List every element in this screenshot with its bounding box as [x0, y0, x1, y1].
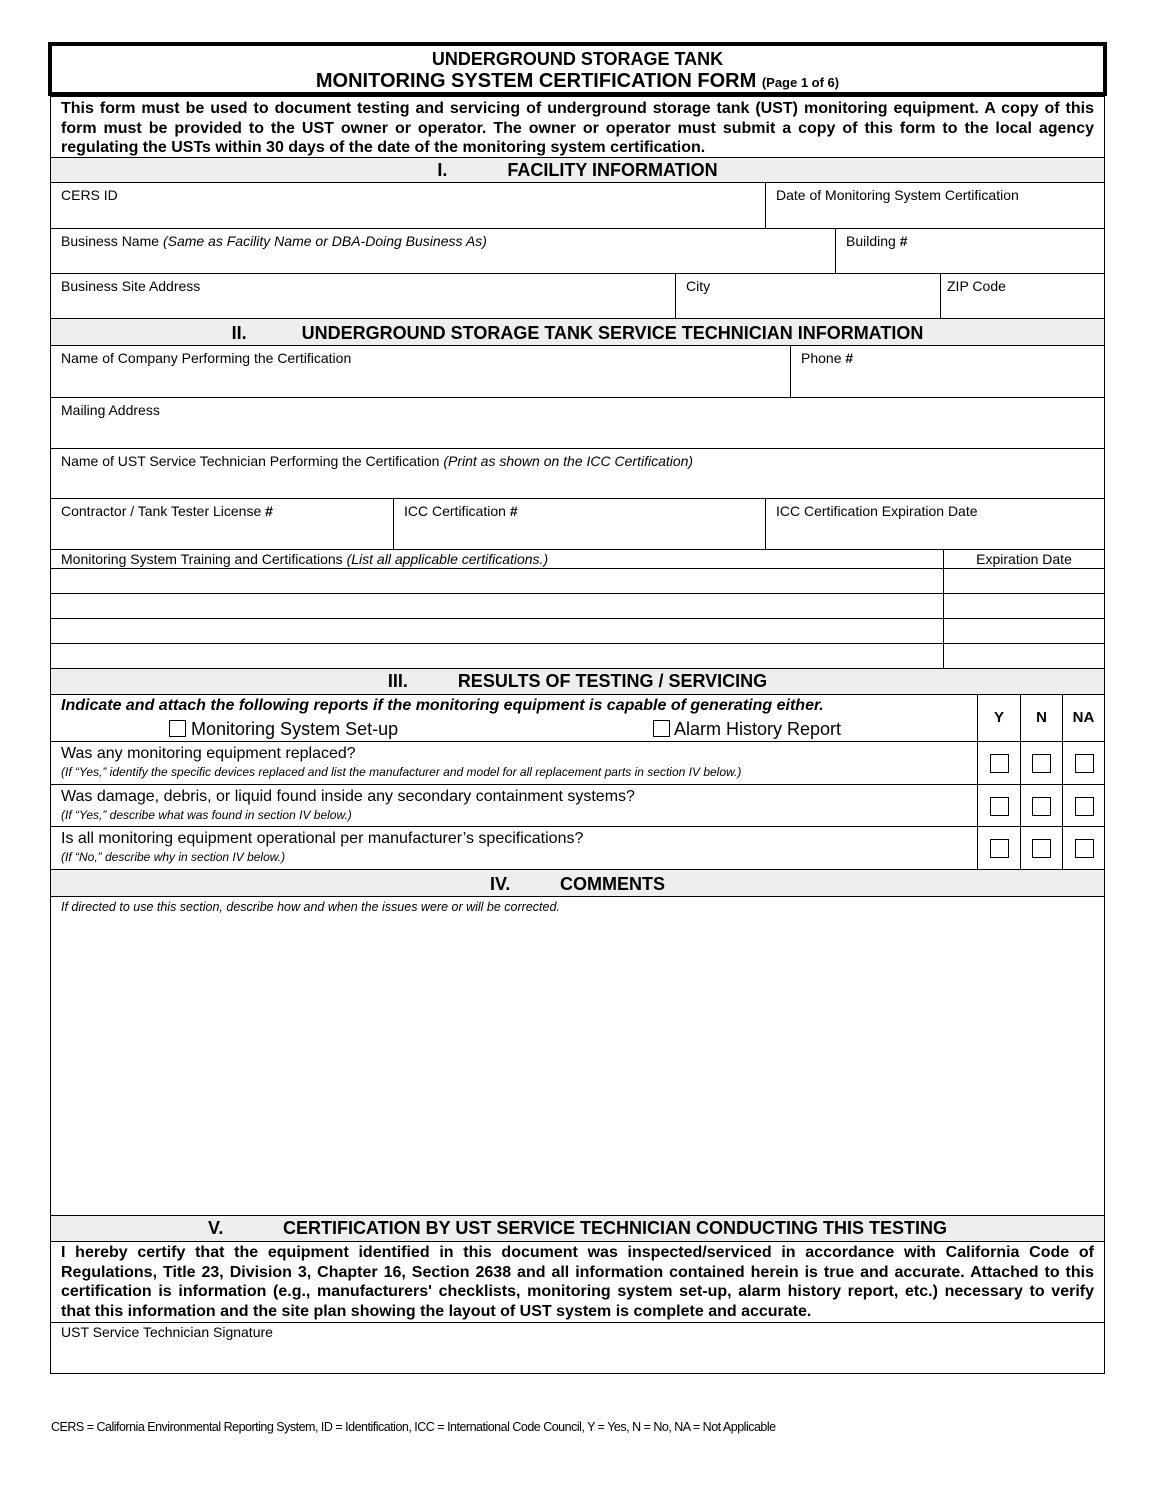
checkbox[interactable] — [653, 720, 670, 737]
no-column-header: N — [1020, 694, 1063, 742]
section-3-header: III. RESULTS OF TESTING / SERVICING — [50, 668, 1105, 695]
section-2-header: II. UNDERGROUND STORAGE TANK SERVICE TECHNICIAN INFORMATION — [50, 318, 1105, 346]
certification-statement: I hereby certify that the equipment identified in this document was inspected/serviced in accordance with California Code of Regulations, Title 23, Division 3, Chapter 16, Section 2638 and all information contained herein is true and accurate. Attached to this certification is information (e.g., manufacturers' checklists, monitoring system set-up, alarm history report, etc.) necessary to verify that this information and the site plan showing the layout of UST system is complete and accurate. — [50, 1241, 1105, 1323]
company-name-field[interactable]: Name of Company Performing the Certification — [50, 345, 791, 398]
icc-expiration-field[interactable]: ICC Certification Expiration Date — [765, 498, 1105, 550]
na-checkbox[interactable] — [1075, 839, 1094, 858]
expiration-date-header: Expiration Date — [943, 549, 1105, 569]
question-note: (If “Yes,” identify the specific devices replaced and list the manufacturer and model for all replacement parts in section IV below.) — [61, 765, 742, 779]
yes-checkbox[interactable] — [990, 797, 1009, 816]
signature-field[interactable]: UST Service Technician Signature — [50, 1322, 1105, 1374]
footer-legend: CERS = California Environmental Reporting System, ID = Identification, ICC = International Code Council, Y = Yes, N = No, NA = Not Applicable — [51, 1420, 776, 1434]
mailing-address-field[interactable]: Mailing Address — [50, 397, 1105, 449]
license-number-field[interactable]: Contractor / Tank Tester License # — [50, 498, 394, 550]
icc-certification-field[interactable]: ICC Certification # — [393, 498, 766, 550]
phone-field[interactable]: Phone # — [790, 345, 1105, 398]
na-column-header: NA — [1062, 694, 1105, 742]
comments-area[interactable]: If directed to use this section, describe how and when the issues were or will be corrected. — [50, 896, 1105, 1216]
section-5-header: V. CERTIFICATION BY UST SERVICE TECHNICIAN CONDUCTING THIS TESTING — [50, 1215, 1105, 1242]
zip-code-field[interactable]: ZIP Code — [940, 273, 1105, 319]
section-4-header: IV. COMMENTS — [50, 869, 1105, 897]
training-row[interactable] — [50, 618, 944, 644]
training-row[interactable] — [50, 593, 944, 619]
training-header: Monitoring System Training and Certifications (List all applicable certifications.) — [50, 549, 944, 569]
training-row[interactable] — [50, 643, 944, 669]
intro-text: This form must be used to document testing and servicing of underground storage tank (UST) monitoring equipment. A copy of this form must be provided to the UST owner or operator. The owner or operator must submit a copy of this form to the local agency regulating the USTs within 30 days of the date of the monitoring system certification. — [50, 96, 1105, 158]
question-text: Is all monitoring equipment operational per manufacturer’s specifications? — [61, 830, 584, 847]
question-row — [50, 784, 978, 827]
cers-id-field[interactable]: CERS ID — [50, 182, 766, 229]
training-exp-cell[interactable] — [943, 568, 1105, 594]
monitoring-setup-option[interactable]: Monitoring System Set-up — [169, 719, 398, 740]
form-title-box — [48, 42, 1107, 96]
technician-name-field[interactable]: Name of UST Service Technician Performing the Certification (Print as shown on the ICC Certification) — [50, 448, 1105, 499]
page-number: (Page 1 of 6) — [761, 75, 840, 90]
training-exp-cell[interactable] — [943, 618, 1105, 644]
training-row[interactable] — [50, 568, 944, 594]
certification-date-field[interactable]: Date of Monitoring System Certification — [765, 182, 1105, 229]
question-note: (If “Yes,” describe what was found in section IV below.) — [61, 808, 352, 822]
no-checkbox[interactable] — [1032, 797, 1051, 816]
na-checkbox[interactable] — [1075, 754, 1094, 773]
title-line1: UNDERGROUND STORAGE TANK — [431, 49, 724, 69]
building-number-field[interactable]: Building # — [835, 228, 1105, 274]
section-1-header: I. FACILITY INFORMATION — [50, 157, 1105, 183]
training-exp-cell[interactable] — [943, 593, 1105, 619]
yes-column-header: Y — [977, 694, 1021, 742]
no-checkbox[interactable] — [1032, 839, 1051, 858]
question-note: (If “No,” describe why in section IV below.) — [61, 850, 286, 864]
reports-instruction: Indicate and attach the following reports if the monitoring equipment is capable of generating either. Monitoring System Set-up Alarm History Report — [50, 694, 978, 742]
alarm-history-option[interactable]: Alarm History Report — [653, 719, 841, 740]
yes-checkbox[interactable] — [990, 839, 1009, 858]
training-exp-cell[interactable] — [943, 643, 1105, 669]
question-text: Was damage, debris, or liquid found inside any secondary containment systems? — [61, 788, 635, 805]
city-field[interactable]: City — [675, 273, 941, 319]
title-line2: MONITORING SYSTEM CERTIFICATION FORM — [315, 70, 757, 92]
question-text: Was any monitoring equipment replaced? — [61, 745, 356, 762]
question-row — [50, 741, 978, 785]
site-address-field[interactable]: Business Site Address — [50, 273, 676, 319]
checkbox[interactable] — [169, 720, 186, 737]
na-checkbox[interactable] — [1075, 797, 1094, 816]
no-checkbox[interactable] — [1032, 754, 1051, 773]
yes-checkbox[interactable] — [990, 754, 1009, 773]
question-row — [50, 826, 978, 870]
business-name-field[interactable]: Business Name (Same as Facility Name or DBA-Doing Business As) — [50, 228, 836, 274]
